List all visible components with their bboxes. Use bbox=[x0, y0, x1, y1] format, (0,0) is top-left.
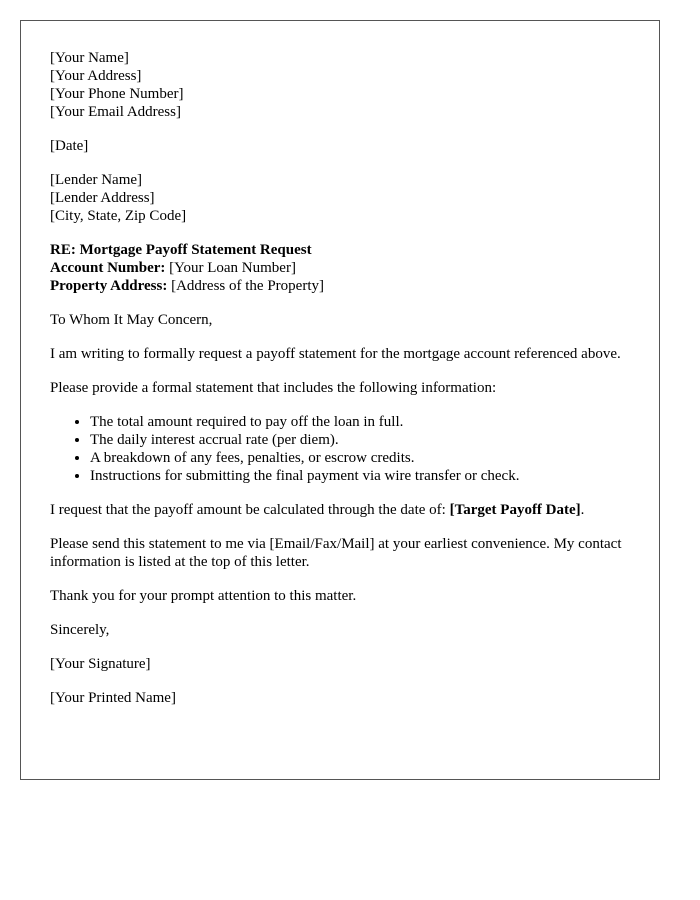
printed-name: [Your Printed Name] bbox=[50, 690, 176, 706]
payoff-date-period: . bbox=[580, 502, 585, 518]
re-subject-line bbox=[50, 241, 640, 259]
property-address-value: [Address of the Property] bbox=[171, 278, 324, 294]
list-item: • The total amount required to pay off the loan in full. bbox=[90, 413, 640, 431]
account-number-value: [Your Loan Number] bbox=[169, 260, 296, 276]
recipient-address: [Lender Address] bbox=[50, 190, 155, 206]
sender-address: [Your Address] bbox=[50, 68, 142, 84]
closing: Sincerely, bbox=[50, 622, 110, 638]
sender-phone: [Your Phone Number] bbox=[50, 86, 184, 102]
re-block bbox=[50, 241, 640, 295]
info-list bbox=[50, 413, 640, 485]
recipient-block bbox=[50, 171, 640, 225]
salutation: To Whom It May Concern, bbox=[50, 312, 213, 328]
paragraph-request: I am writing to formally request a payoff statement for the mortgage account referenced above. bbox=[50, 346, 621, 362]
re-subject: RE: Mortgage Payoff Statement Request bbox=[50, 242, 312, 258]
letter-date: [Date] bbox=[50, 138, 89, 154]
account-number-line bbox=[50, 259, 640, 277]
list-item: • The daily interest accrual rate (per diem). bbox=[90, 431, 640, 449]
letter-page bbox=[20, 20, 660, 780]
payoff-date-text: I request that the payoff amount be calculated through the date of: bbox=[50, 502, 446, 518]
paragraph-send-method: Please send this statement to me via [Email/Fax/Mail] at your earliest convenience. My contact information is listed at the top of this letter. bbox=[50, 536, 622, 570]
sender-name: [Your Name] bbox=[50, 50, 129, 66]
account-number-label: Account Number: bbox=[50, 260, 166, 276]
list-item: • Instructions for submitting the final payment via wire transfer or check. bbox=[90, 467, 640, 485]
recipient-name: [Lender Name] bbox=[50, 172, 143, 188]
list-item: • A breakdown of any fees, penalties, or escrow credits. bbox=[90, 449, 640, 467]
letter-content bbox=[50, 49, 640, 723]
signature: [Your Signature] bbox=[50, 656, 151, 672]
sender-block bbox=[50, 49, 640, 121]
paragraph-payoff-date bbox=[50, 501, 640, 519]
sender-email: [Your Email Address] bbox=[50, 104, 181, 120]
recipient-city-state-zip: [City, State, Zip Code] bbox=[50, 208, 187, 224]
paragraph-thanks: Thank you for your prompt attention to this matter. bbox=[50, 588, 357, 604]
payoff-date-value: [Target Payoff Date] bbox=[449, 502, 581, 518]
paragraph-info-intro: Please provide a formal statement that includes the following information: bbox=[50, 380, 497, 396]
property-address-line bbox=[50, 277, 640, 295]
property-address-label: Property Address: bbox=[50, 278, 168, 294]
